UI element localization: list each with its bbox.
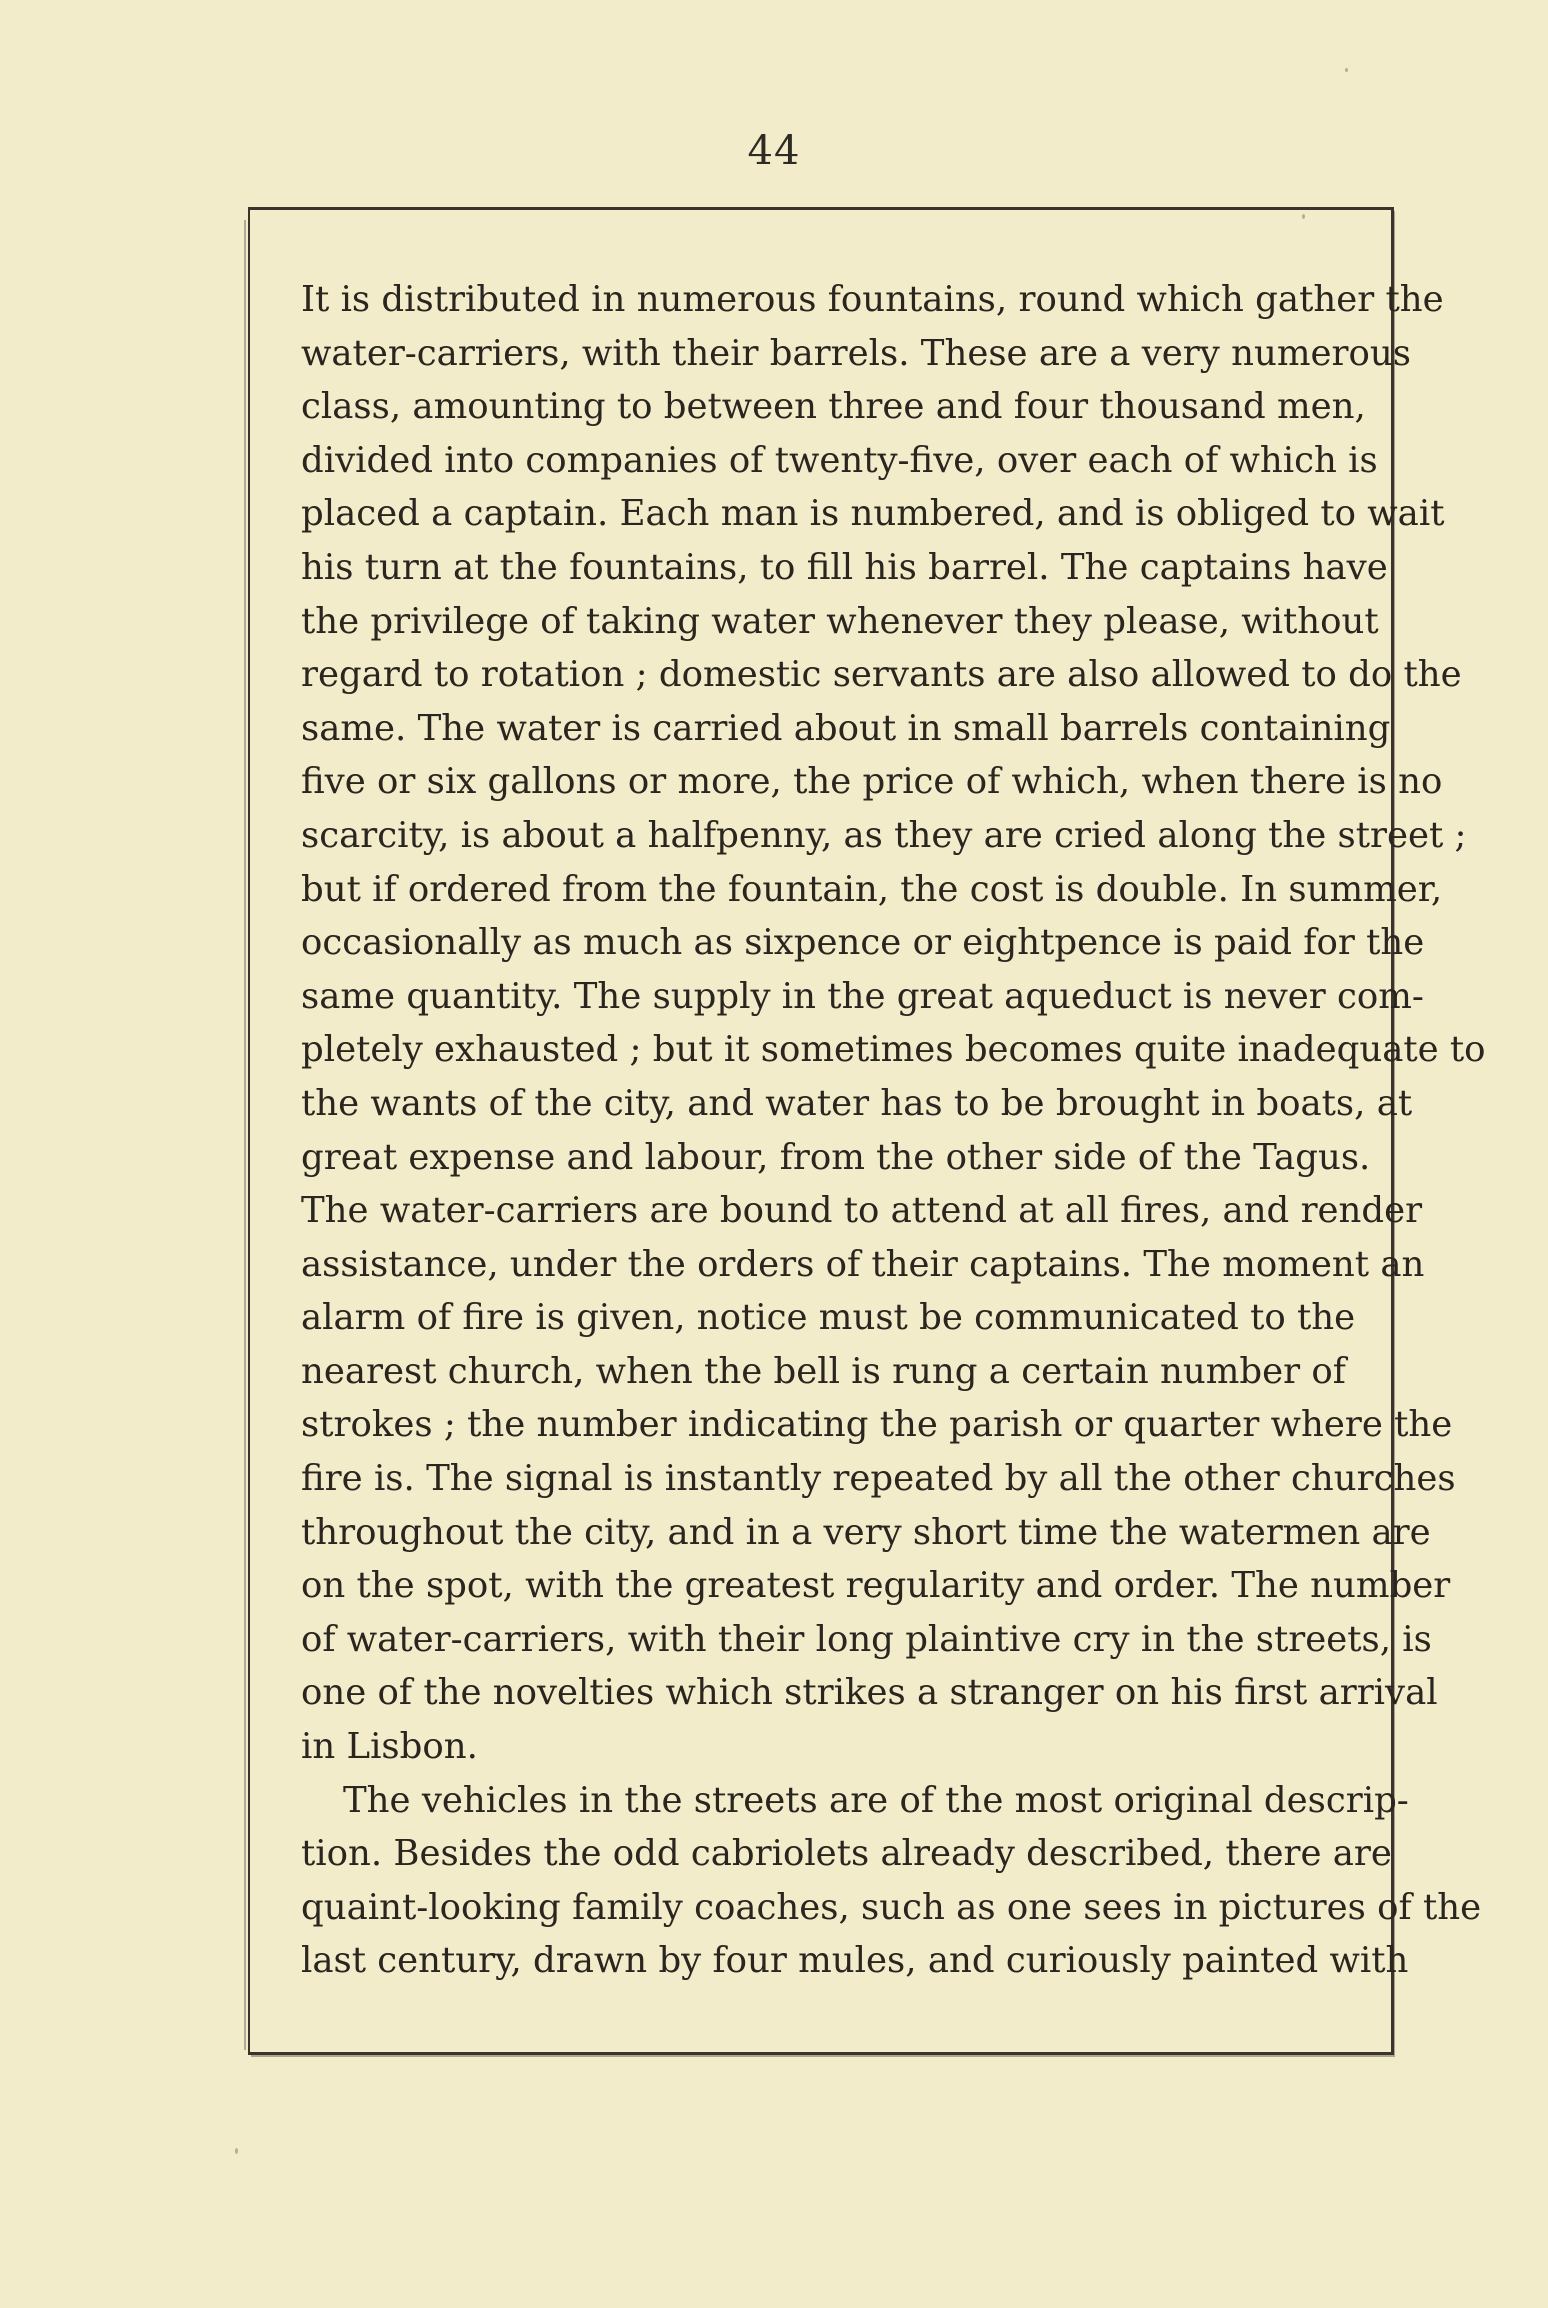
text-line: quaint-looking family coaches, such as one sees in pictures of the: [301, 1886, 1482, 1928]
text-line: throughout the city, and in a very short time the watermen are: [301, 1511, 1431, 1553]
text-line: last century, drawn by four mules, and curiously painted with: [301, 1940, 1409, 1982]
text-line: in Lisbon.: [301, 1726, 478, 1768]
text-line: five or six gallons or more, the price of which, when there is no: [301, 761, 1443, 803]
text-line: nearest church, when the bell is rung a certain number of: [301, 1350, 1346, 1392]
text-line: the privilege of taking water whenever they please, without: [301, 600, 1379, 642]
text-line: alarm of fire is given, notice must be communicated to the: [301, 1297, 1356, 1339]
body-text: [301, 273, 1486, 1988]
text-line: divided into companies of twenty-five, over each of which is: [301, 439, 1378, 481]
paper-speck: [1345, 68, 1348, 72]
text-line: fire is. The signal is instantly repeated by all the other churches: [301, 1458, 1456, 1500]
text-line: same quantity. The supply in the great aqueduct is never com-: [301, 975, 1424, 1017]
paper-speck: [235, 2148, 238, 2154]
paper-speck: [1302, 214, 1305, 219]
text-line: pletely exhausted ; but it sometimes becomes quite inadequate to: [301, 1029, 1486, 1071]
text-line: of water-carriers, with their long plaintive cry in the streets, is: [301, 1618, 1432, 1660]
text-line: The water-carriers are bound to attend at all fires, and render: [301, 1190, 1423, 1232]
text-line: It is distributed in numerous fountains, round which gather the: [301, 279, 1444, 320]
text-line: on the spot, with the greatest regularity and order. The number: [301, 1565, 1451, 1607]
text-line: water-carriers, with their barrels. These are a very numerous: [301, 332, 1411, 374]
text-line: regard to rotation ; domestic servants are also allowed to do the: [301, 654, 1462, 696]
text-line: one of the novelties which strikes a stranger on his first arrival: [301, 1672, 1438, 1714]
paragraph-1: [301, 273, 1486, 1774]
text-line: assistance, under the orders of their captains. The moment an: [301, 1243, 1425, 1285]
text-line: great expense and labour, from the other side of the Tagus.: [301, 1136, 1371, 1178]
text-line: strokes ; the number indicating the parish or quarter where the: [301, 1404, 1453, 1446]
text-line: his turn at the fountains, to fill his barrel. The captains have: [301, 546, 1388, 588]
page-number: 44: [747, 128, 801, 174]
text-line: occasionally as much as sixpence or eightpence is paid for the: [301, 922, 1425, 964]
text-line: but if ordered from the fountain, the cost is double. In summer,: [301, 868, 1443, 910]
paragraph-2: [301, 1774, 1482, 1988]
text-line: same. The water is carried about in small barrels containing: [301, 707, 1391, 749]
text-line: tion. Besides the odd cabriolets already described, there are: [301, 1833, 1392, 1875]
text-line: the wants of the city, and water has to be brought in boats, at: [301, 1082, 1413, 1124]
text-line: placed a captain. Each man is numbered, and is obliged to wait: [301, 493, 1445, 535]
text-line: The vehicles in the streets are of the most original descrip-: [343, 1779, 1409, 1821]
text-line: scarcity, is about a halfpenny, as they are cried along the street ;: [301, 814, 1467, 856]
text-line: class, amounting to between three and four thousand men,: [301, 386, 1366, 428]
